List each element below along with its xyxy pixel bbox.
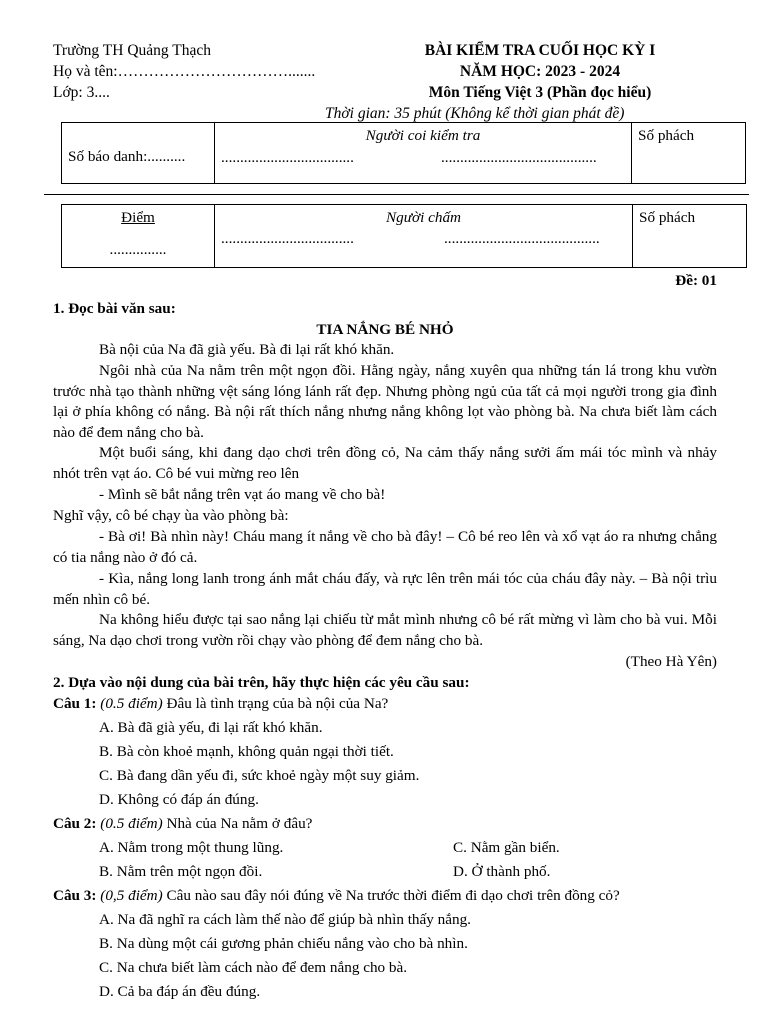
score-label: Điểm — [121, 209, 155, 226]
grader-signature-right[interactable]: ......................................... — [444, 230, 600, 247]
story-paragraph: - Bà ơi! Bà nhìn này! Cháu mang ít nắng về cho bà đây! – Cô bé reo lên và xổ vạt áo ra nhưng chẳng có tia nắng nào ở đó cả. — [53, 528, 717, 566]
school-name: Trường TH Quảng Thạch — [53, 42, 211, 59]
exam-title: BÀI KIỂM TRA CUỐI HỌC KỲ I — [424, 42, 656, 59]
question-label: Câu 2: — [53, 815, 97, 832]
grader-signature-left[interactable]: ................................... — [221, 230, 354, 247]
question-points: (0,5 điểm) — [100, 887, 163, 904]
question-text: Câu nào sau đây nói đúng về Na trước thời điểm đi dạo chơi trên đồng cỏ? — [166, 887, 620, 904]
candidate-number-field[interactable]: Số báo danh:.......... — [68, 148, 186, 165]
score-field[interactable]: ............... — [109, 241, 167, 258]
proctor-signature-left[interactable]: ................................... — [221, 149, 354, 166]
question-label: Câu 3: — [53, 887, 97, 904]
proctor-label: Người coi kiểm tra — [365, 127, 481, 144]
exam-time: Thời gian: 35 phút (Không kể thời gian phát đề) — [325, 105, 625, 122]
answer-option-d[interactable]: D. Cả ba đáp án đều đúng. — [99, 983, 261, 1000]
subject-title: Môn Tiếng Việt 3 (Phần đọc hiểu) — [428, 84, 652, 101]
story-paragraph: Bà nội của Na đã già yếu. Bà đi lại rất khó khăn. — [99, 341, 395, 358]
answer-option-c[interactable]: C. Na chưa biết làm cách nào để đem nắng cho bà. — [99, 959, 408, 976]
answer-option-b[interactable]: B. Bà còn khoẻ mạnh, không quản ngại thời tiết. — [99, 743, 394, 760]
question-2 — [53, 814, 312, 833]
story-paragraph: Nghĩ vậy, cô bé chạy ùa vào phòng bà: — [53, 507, 289, 524]
proctor-signature-right[interactable]: ......................................... — [441, 149, 597, 166]
answer-option-d[interactable]: D. Ở thành phố. — [453, 863, 551, 880]
question-text: Nhà của Na nằm ở đâu? — [166, 815, 313, 832]
answer-option-d[interactable]: D. Không có đáp án đúng. — [99, 791, 259, 808]
question-points: (0.5 điểm) — [100, 815, 163, 832]
answer-option-c[interactable]: C. Nằm gần biển. — [453, 839, 560, 856]
student-name-field[interactable]: Họ và tên:……………………………....... — [53, 63, 316, 80]
question-label: Câu 1: — [53, 695, 97, 712]
answer-option-a[interactable]: A. Nằm trong một thung lũng. — [99, 839, 284, 856]
secret-number-label: Số phách — [638, 127, 695, 144]
question-3 — [53, 886, 620, 905]
grader-label: Người chấm — [385, 209, 462, 226]
question-text: Đâu là tình trạng của bà nội của Na? — [166, 695, 389, 712]
section2-heading: 2. Dựa vào nội dung của bài trên, hãy thực hiện các yêu cầu sau: — [53, 674, 470, 691]
story-paragraph: Một buổi sáng, khi đang dạo chơi trên đồng cỏ, Na cảm thấy nắng sưởi ấm mái tóc mình và nhảy nhót trên vạt áo. Cô bé vui mừng reo lên — [53, 444, 717, 482]
secret-number-label: Số phách — [639, 209, 696, 226]
story-paragraph: - Kìa, nắng long lanh trong ánh mắt cháu đấy, và rực lên trên mái tóc của cháu đây này. – Bà nội trìu mến nhìn cô bé. — [53, 570, 717, 608]
candidate-info-box — [61, 122, 746, 184]
story-paragraph: Na không hiểu được tại sao nắng lại chiếu từ mắt mình nhưng cô bé rất mừng vì làm cho bà vui. Mỗi sáng, Na dạo chơi trong vườn rồi chạy vào phòng để đem nắng cho bà. — [53, 611, 717, 649]
story-title: TIA NẮNG BÉ NHỎ — [316, 321, 454, 338]
school-year: NĂM HỌC: 2023 - 2024 — [459, 63, 621, 80]
separator-line — [44, 194, 749, 195]
answer-option-b[interactable]: B. Na dùng một cái gương phản chiếu nắng vào cho bà nhìn. — [99, 935, 468, 952]
answer-option-c[interactable]: C. Bà đang dần yếu đi, sức khoẻ ngày một suy giảm. — [99, 767, 420, 784]
section1-heading: 1. Đọc bài văn sau: — [53, 300, 176, 317]
question-points: (0.5 điểm) — [100, 695, 163, 712]
answer-option-a[interactable]: A. Bà đã già yếu, đi lại rất khó khăn. — [99, 719, 323, 736]
story-source: (Theo Hà Yên) — [625, 653, 717, 670]
question-1 — [53, 694, 388, 713]
answer-option-a[interactable]: A. Na đã nghĩ ra cách làm thế nào để giúp bà nhìn thấy nắng. — [99, 911, 471, 928]
story-paragraph: Ngôi nhà của Na nằm trên một ngọn đồi. Hằng ngày, nắng xuyên qua những tán lá trong khu vườn trước nhà tạo thành những vệt sáng lóng lánh rất đẹp. Nhưng phòng ngủ của tất cả mọi người trong gia đình lại ở phía không có nắng. Bà nội rất thích nắng nhưng nắng không lọt vào phòng bà. Na chưa biết làm cách nào để đem nắng cho bà. — [53, 362, 717, 441]
grading-box — [61, 204, 747, 268]
exam-code: Đề: 01 — [675, 272, 717, 289]
story-paragraph: - Mình sẽ bắt nắng trên vạt áo mang về cho bà! — [99, 486, 386, 503]
class-field[interactable]: Lớp: 3.... — [53, 84, 110, 101]
answer-option-b[interactable]: B. Nằm trên một ngọn đồi. — [99, 863, 263, 880]
